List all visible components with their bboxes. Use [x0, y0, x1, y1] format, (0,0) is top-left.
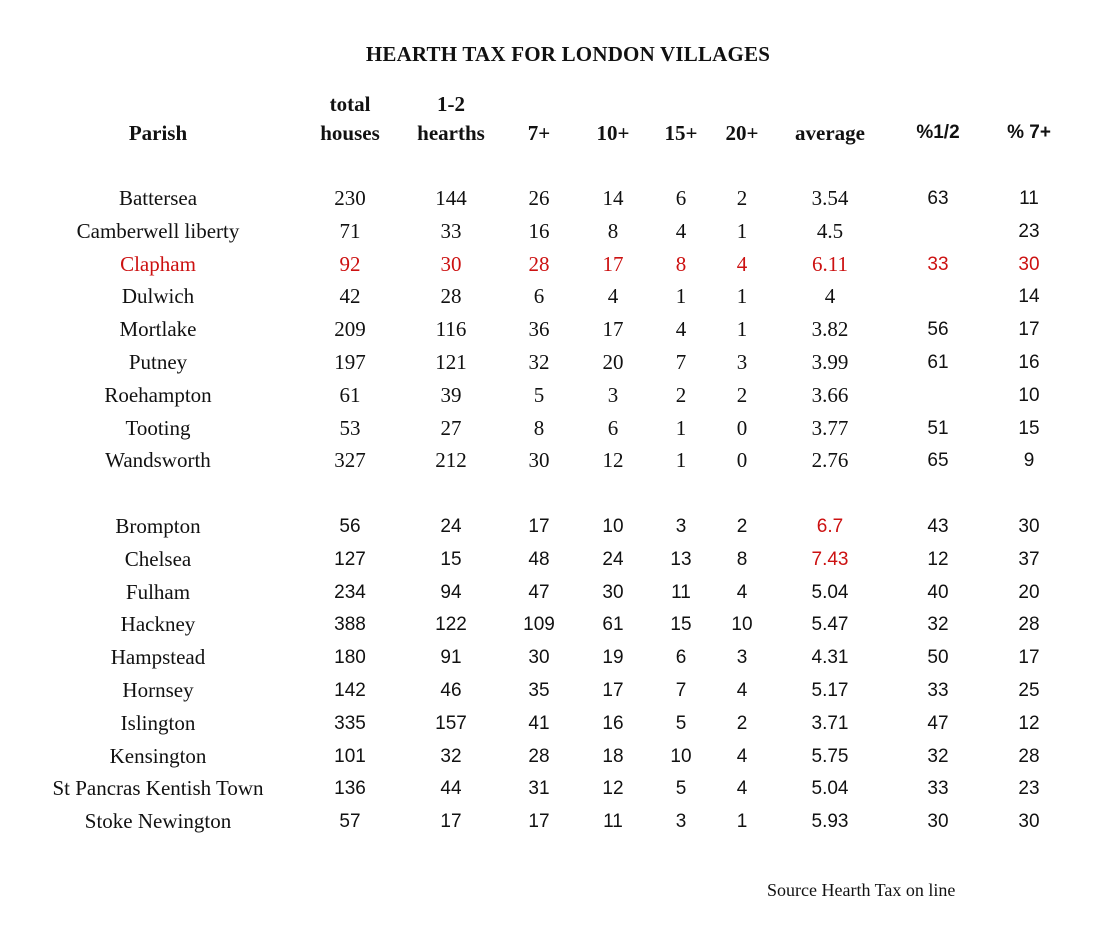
- cell-total: 234: [334, 581, 366, 603]
- chart-title: HEARTH TAX FOR LONDON VILLAGES: [365, 42, 771, 66]
- cell-avg: 4.31: [811, 647, 849, 669]
- cell-avg: 3.99: [811, 350, 849, 374]
- cell-h15: 5: [675, 712, 687, 734]
- cell-h20: 1: [736, 284, 748, 309]
- cell-h15: 1: [675, 284, 687, 309]
- cell-p12: 32: [927, 614, 949, 636]
- cell-h20: 3: [736, 350, 748, 374]
- cell-avg: 7.43: [811, 548, 849, 570]
- cell-total: 92: [339, 251, 361, 276]
- cell-p12: 33: [927, 680, 949, 701]
- cell-h10: 12: [602, 778, 624, 800]
- cell-h15: 3: [675, 811, 687, 833]
- cell-h20: 4: [736, 778, 748, 800]
- cell-h20: 3: [736, 647, 748, 669]
- cell-h10: 17: [602, 317, 624, 342]
- cell-h10: 11: [603, 811, 623, 833]
- cell-h12: 116: [435, 317, 467, 342]
- cell-h10: 16: [602, 712, 624, 734]
- cell-p12: 56: [927, 319, 949, 341]
- cell-h7: 109: [523, 614, 555, 636]
- cell-h10: 4: [607, 284, 619, 309]
- cell-h7: 17: [528, 811, 550, 833]
- cell-h15: 6: [675, 186, 687, 210]
- header-line: average: [795, 121, 865, 145]
- cell-p12: 51: [927, 417, 949, 439]
- cell-total: 53: [339, 415, 361, 440]
- cell-p7: 9: [1023, 450, 1035, 472]
- cell-h10: 61: [602, 614, 624, 636]
- cell-h15: 10: [670, 745, 692, 767]
- parish-name: Mortlake: [119, 317, 197, 342]
- cell-h12: 24: [440, 516, 462, 537]
- cell-h15: 3: [675, 516, 687, 537]
- cell-p7: 11: [1019, 188, 1039, 209]
- cell-h15: 7: [675, 350, 687, 374]
- cell-p7: 28: [1018, 745, 1040, 767]
- cell-h15: 1: [675, 415, 687, 440]
- cell-p7: 16: [1018, 352, 1040, 373]
- cell-p12: 63: [927, 188, 949, 209]
- cell-h15: 4: [675, 317, 687, 342]
- cell-p12: 43: [927, 516, 949, 537]
- cell-h12: 121: [435, 350, 467, 374]
- cell-avg: 5.04: [811, 778, 849, 800]
- cell-h10: 19: [602, 647, 624, 669]
- source-note: Source Hearth Tax on line: [767, 880, 956, 900]
- cell-p7: 23: [1018, 778, 1040, 800]
- cell-p12: 47: [927, 712, 949, 734]
- cell-p12: 12: [927, 548, 949, 570]
- cell-h7: 36: [528, 317, 550, 342]
- cell-h10: 3: [607, 382, 619, 407]
- parish-name: Kensington: [109, 743, 207, 768]
- cell-avg: 6.7: [816, 516, 844, 537]
- cell-p7: 14: [1018, 286, 1040, 308]
- cell-h15: 5: [675, 778, 687, 800]
- cell-total: 388: [334, 614, 366, 636]
- cell-total: 180: [334, 647, 366, 669]
- cell-p12: 40: [927, 581, 949, 603]
- header-line: 10+: [596, 121, 630, 145]
- cell-total: 71: [339, 218, 361, 243]
- cell-h12: 28: [440, 284, 462, 309]
- cell-p7: 17: [1018, 319, 1040, 341]
- cell-h12: 94: [440, 581, 462, 603]
- cell-avg: 5.47: [811, 614, 849, 636]
- parish-name: Hampstead: [110, 645, 206, 670]
- parish-name: Putney: [128, 350, 188, 374]
- cell-h20: 2: [736, 712, 748, 734]
- cell-h7: 17: [528, 516, 550, 537]
- cell-h12: 30: [440, 251, 462, 276]
- cell-h7: 28: [528, 251, 550, 276]
- cell-total: 335: [334, 712, 366, 734]
- cell-p7: 20: [1018, 581, 1040, 603]
- cell-h7: 32: [528, 350, 550, 374]
- cell-p7: 12: [1018, 712, 1040, 734]
- cell-h10: 10: [602, 516, 624, 537]
- header-h10: [597, 119, 630, 148]
- cell-total: 209: [334, 317, 366, 342]
- cell-avg: 5.04: [811, 581, 849, 603]
- header-line: houses: [320, 121, 380, 145]
- cell-h12: 91: [440, 647, 462, 669]
- header-line: total: [329, 92, 371, 116]
- cell-h10: 6: [607, 415, 619, 440]
- cell-h20: 2: [736, 516, 748, 537]
- cell-h7: 5: [533, 382, 545, 407]
- parish-name: Camberwell liberty: [76, 218, 240, 243]
- cell-h10: 8: [607, 218, 619, 243]
- cell-total: 101: [334, 745, 366, 767]
- cell-p12: 50: [927, 647, 949, 669]
- cell-h20: 4: [736, 680, 748, 701]
- cell-h10: 14: [602, 186, 624, 210]
- cell-h20: 2: [736, 382, 748, 407]
- parish-name: Clapham: [120, 251, 196, 276]
- cell-h12: 33: [440, 218, 462, 243]
- cell-h15: 6: [675, 647, 687, 669]
- cell-p12: 33: [927, 253, 949, 275]
- cell-total: 197: [334, 350, 366, 374]
- header-h20: [726, 119, 759, 148]
- header-line: %1/2: [916, 122, 960, 143]
- cell-avg: 4: [824, 284, 836, 309]
- cell-p7: 17: [1018, 647, 1040, 669]
- parish-name: Islington: [120, 710, 196, 735]
- cell-avg: 2.76: [811, 448, 849, 473]
- cell-h15: 11: [671, 581, 691, 603]
- cell-h12: 144: [435, 186, 467, 210]
- cell-h10: 17: [602, 251, 624, 276]
- cell-h10: 30: [602, 581, 624, 603]
- cell-total: 61: [339, 382, 361, 407]
- header-avg: [795, 119, 865, 148]
- cell-p12: 65: [927, 450, 949, 472]
- header-line: Parish: [128, 121, 188, 145]
- cell-total: 136: [334, 778, 366, 800]
- cell-h20: 4: [736, 581, 748, 603]
- cell-h20: 8: [736, 548, 748, 570]
- cell-avg: 5.93: [811, 811, 849, 833]
- cell-p12: 32: [927, 745, 949, 767]
- cell-h20: 1: [736, 218, 748, 243]
- cell-h7: 31: [528, 778, 550, 800]
- cell-p12: 33: [927, 778, 949, 800]
- cell-h7: 30: [528, 448, 550, 473]
- cell-h12: 17: [440, 811, 462, 833]
- cell-h12: 32: [440, 745, 462, 767]
- cell-total: 57: [339, 811, 361, 833]
- header-h15: [665, 119, 698, 148]
- cell-avg: 3.82: [811, 317, 849, 342]
- cell-h15: 15: [670, 614, 692, 636]
- cell-h12: 44: [440, 778, 462, 800]
- cell-h7: 16: [528, 218, 550, 243]
- header-total: [320, 90, 380, 148]
- parish-name: Brompton: [115, 514, 201, 538]
- header-h7: [528, 119, 550, 148]
- parish-name: Tooting: [125, 415, 191, 440]
- cell-h20: 2: [736, 186, 748, 210]
- cell-avg: 6.11: [812, 251, 848, 276]
- parish-name: Hornsey: [122, 678, 194, 702]
- cell-h15: 7: [675, 680, 687, 701]
- cell-p7: 15: [1018, 417, 1040, 439]
- cell-h10: 20: [602, 350, 624, 374]
- cell-total: 127: [334, 548, 366, 570]
- parish-name: Fulham: [125, 579, 191, 604]
- cell-h7: 30: [528, 647, 550, 669]
- cell-p7: 10: [1018, 384, 1040, 406]
- cell-h7: 8: [533, 415, 545, 440]
- cell-h7: 41: [528, 712, 550, 734]
- cell-total: 230: [334, 186, 366, 210]
- cell-h10: 17: [602, 680, 624, 701]
- header-p7: [1007, 118, 1051, 147]
- cell-p7: 37: [1018, 548, 1040, 570]
- cell-h20: 0: [736, 448, 748, 473]
- cell-h12: 27: [440, 415, 462, 440]
- cell-h20: 4: [736, 251, 748, 276]
- parish-name: Battersea: [118, 186, 198, 210]
- cell-avg: 3.77: [811, 415, 849, 440]
- cell-avg: 3.66: [811, 382, 849, 407]
- cell-p7: 25: [1018, 680, 1040, 701]
- cell-avg: 4.5: [816, 218, 844, 243]
- cell-total: 142: [334, 680, 366, 701]
- cell-h7: 28: [528, 745, 550, 767]
- header-h12: [417, 90, 485, 148]
- parish-name: Chelsea: [124, 546, 192, 571]
- header-line: hearths: [417, 121, 485, 145]
- header-line: 20+: [725, 121, 759, 145]
- cell-h12: 212: [435, 448, 467, 473]
- cell-h12: 39: [440, 382, 462, 407]
- cell-h10: 12: [602, 448, 624, 473]
- cell-total: 327: [334, 448, 366, 473]
- cell-avg: 3.71: [811, 712, 849, 734]
- cell-h15: 8: [675, 251, 687, 276]
- header-line: 1-2: [436, 92, 465, 116]
- header-line: % 7+: [1007, 122, 1051, 143]
- cell-p7: 30: [1018, 516, 1040, 537]
- cell-h15: 13: [670, 548, 692, 570]
- header-p12: [916, 118, 959, 147]
- cell-h20: 1: [736, 317, 748, 342]
- cell-h15: 2: [675, 382, 687, 407]
- cell-avg: 5.17: [811, 680, 849, 701]
- cell-total: 42: [339, 284, 361, 309]
- header-parish: [129, 119, 187, 148]
- parish-name: Roehampton: [104, 382, 212, 407]
- cell-p7: 28: [1018, 614, 1040, 636]
- parish-name: St Pancras Kentish Town: [52, 776, 264, 801]
- cell-total: 56: [339, 516, 361, 537]
- cell-h12: 122: [435, 614, 467, 636]
- cell-avg: 5.75: [811, 745, 849, 767]
- cell-h20: 10: [731, 614, 753, 636]
- cell-h12: 157: [435, 712, 467, 734]
- cell-p12: 30: [927, 811, 949, 833]
- cell-p7: 30: [1018, 253, 1040, 275]
- cell-p12: 61: [927, 352, 949, 373]
- cell-p7: 23: [1018, 220, 1040, 242]
- parish-name: Wandsworth: [105, 448, 211, 473]
- header-line: 7+: [527, 121, 551, 145]
- cell-h10: 24: [602, 548, 624, 570]
- cell-h15: 4: [675, 218, 687, 243]
- cell-h12: 46: [440, 680, 462, 701]
- cell-h10: 18: [602, 745, 624, 767]
- cell-h7: 35: [528, 680, 550, 701]
- cell-h20: 4: [736, 745, 748, 767]
- cell-h7: 47: [528, 581, 550, 603]
- cell-h7: 6: [533, 284, 545, 309]
- header-line: 15+: [664, 121, 698, 145]
- cell-h7: 26: [528, 186, 550, 210]
- cell-avg: 3.54: [811, 186, 849, 210]
- cell-h20: 1: [736, 811, 748, 833]
- cell-h20: 0: [736, 415, 748, 440]
- cell-h12: 15: [440, 548, 462, 570]
- parish-name: Stoke Newington: [84, 809, 232, 834]
- cell-h7: 48: [528, 548, 550, 570]
- cell-h15: 1: [675, 448, 687, 473]
- parish-name: Dulwich: [121, 284, 195, 309]
- cell-p7: 30: [1018, 811, 1040, 833]
- parish-name: Hackney: [120, 612, 196, 637]
